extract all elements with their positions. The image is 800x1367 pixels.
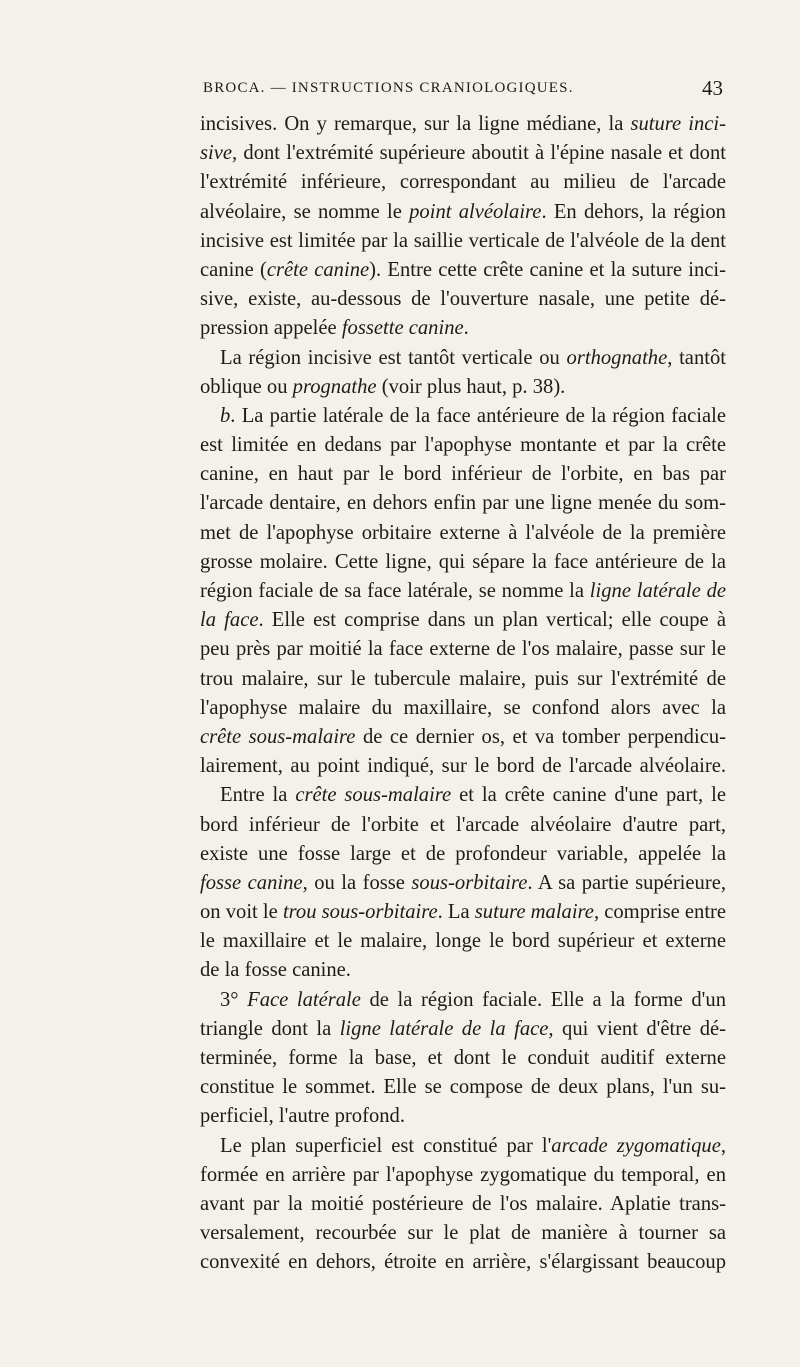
text-line bbox=[200, 986, 726, 1015]
italic-term: crête sous-malaire bbox=[200, 725, 356, 748]
text-line bbox=[200, 1015, 726, 1044]
text-line bbox=[200, 1044, 726, 1073]
text-run: trou malaire, sur le tubercule malaire, puis sur l'extrémité de bbox=[200, 667, 726, 690]
text-run: l'arcade dentaire, en dehors enfin par une ligne menée du som- bbox=[200, 492, 726, 515]
text-run: l'extrémité inférieure, correspondant au milieu de l'arcade bbox=[200, 171, 726, 194]
text-run: de ce dernier os, et va tomber perpendicu- bbox=[355, 725, 726, 748]
text-line bbox=[200, 781, 726, 810]
text-run: le maxillaire et le malaire, longe le bord supérieur et externe bbox=[200, 930, 726, 953]
italic-term: trou sous-orbitaire bbox=[282, 901, 438, 924]
text-line bbox=[200, 227, 726, 256]
text-run: . En dehors, la région bbox=[541, 200, 726, 223]
text-line bbox=[200, 927, 726, 956]
text-line bbox=[200, 1219, 726, 1248]
text-run: convexité en dehors, étroite en arrière, s'élargissant beaucoup bbox=[200, 1251, 726, 1274]
text-run: (voir plus haut, p. 38). bbox=[376, 375, 566, 398]
text-run: et la crête canine d'une part, le bbox=[451, 784, 726, 807]
text-run: , tantôt bbox=[667, 346, 726, 369]
text-run: Le plan superficiel est constitué par l' bbox=[220, 1134, 552, 1157]
text-line bbox=[200, 1132, 726, 1161]
text-line bbox=[200, 1248, 726, 1277]
text-run: . Elle est comprise dans un plan vertical; elle coupe à bbox=[258, 609, 726, 632]
running-title: BROCA. — INSTRUCTIONS CRANIOLOGIQUES. bbox=[203, 80, 574, 96]
text-run: canine ( bbox=[200, 258, 267, 281]
text-line bbox=[200, 139, 726, 168]
text-line bbox=[200, 635, 726, 664]
text-run: met de l'apophyse orbitaire externe à l'alvéole de la première bbox=[200, 521, 726, 544]
text-run: terminée, forme la base, et dont le conduit auditif externe bbox=[200, 1047, 726, 1069]
italic-term: Face latérale bbox=[247, 988, 361, 1011]
text-line bbox=[200, 752, 726, 781]
italic-term: arcade zygomatique bbox=[551, 1134, 721, 1157]
text-run: versalement, recourbée sur le plat de manière à tourner sa bbox=[200, 1222, 726, 1245]
text-run: incisive est limitée par la saillie verticale de l'alvéole de la dent bbox=[200, 229, 726, 252]
text-line bbox=[200, 314, 726, 343]
text-line bbox=[200, 898, 726, 927]
text-line bbox=[200, 811, 726, 840]
text-run: oblique ou bbox=[200, 375, 293, 398]
italic-term: point alvéolaire bbox=[409, 200, 542, 223]
text-run: lairement, au point indiqué, sur le bord de l'arcade alvéolaire. bbox=[200, 755, 726, 778]
text-line bbox=[200, 694, 726, 723]
text-run: Entre la bbox=[220, 784, 296, 807]
running-header bbox=[203, 76, 723, 100]
text-run: avant par la moitié postérieure de l'os malaire. Aplatie trans- bbox=[200, 1192, 726, 1215]
italic-term: suture inci- bbox=[630, 113, 727, 135]
text-run: La région incisive est tantôt verticale ou bbox=[220, 346, 567, 369]
text-line bbox=[200, 519, 726, 548]
text-run: qui vient d'être dé- bbox=[553, 1017, 726, 1040]
text-line bbox=[200, 344, 726, 373]
text-run: . La bbox=[437, 901, 475, 924]
text-line bbox=[200, 431, 726, 460]
italic-term: sous-orbitaire bbox=[411, 871, 528, 894]
text-run: . La partie latérale de la face antérieure de la région faciale bbox=[230, 404, 726, 427]
text-line bbox=[200, 460, 726, 489]
text-line bbox=[200, 489, 726, 518]
text-line bbox=[200, 665, 726, 694]
italic-term: b bbox=[220, 404, 231, 427]
text-run: grosse molaire. Cette ligne, qui sépare la face antérieure de la bbox=[200, 550, 726, 573]
text-line bbox=[200, 577, 726, 606]
text-run: alvéolaire, se nomme le bbox=[200, 200, 410, 223]
text-run: triangle dont la bbox=[200, 1017, 340, 1040]
text-run: formée en arrière par l'apophyse zygomatique du temporal, en bbox=[200, 1163, 726, 1186]
italic-term: prognathe bbox=[292, 375, 377, 398]
italic-term: ligne latérale de la face, bbox=[339, 1017, 554, 1040]
italic-term: ligne latérale de bbox=[589, 580, 727, 602]
text-run: incisives. On y remarque, sur la ligne médiane, la bbox=[200, 113, 631, 135]
italic-term: orthognathe bbox=[566, 346, 668, 369]
italic-term: crête sous-malaire bbox=[295, 784, 452, 807]
text-run: perficiel, l'autre profond. bbox=[200, 1105, 405, 1128]
text-run: l'apophyse malaire du maxillaire, se confond alors avec la bbox=[200, 696, 726, 719]
text-run: peu près par moitié la face externe de l'os malaire, passe sur le bbox=[200, 638, 726, 661]
text-line bbox=[200, 1073, 726, 1102]
text-run: constitue le sommet. Elle se compose de deux plans, l'un su- bbox=[200, 1076, 726, 1099]
italic-term: sive bbox=[200, 142, 233, 165]
text-line bbox=[200, 373, 726, 402]
text-line bbox=[200, 548, 726, 577]
text-run: . A sa partie supérieure, bbox=[527, 871, 726, 894]
italic-term: fosse canine bbox=[200, 871, 303, 894]
text-line bbox=[200, 110, 726, 139]
text-run: existe une fosse large et de profondeur variable, appelée la bbox=[200, 842, 726, 865]
text-run: de la fosse canine. bbox=[200, 959, 351, 982]
text-line bbox=[200, 723, 726, 752]
text-line bbox=[200, 402, 726, 431]
text-line bbox=[200, 840, 726, 869]
text-run: . bbox=[463, 317, 469, 340]
text-line bbox=[200, 256, 726, 285]
text-line bbox=[200, 606, 726, 635]
text-line bbox=[200, 869, 726, 898]
text-run: sive, existe, au-dessous de l'ouverture nasale, une petite dé- bbox=[200, 288, 726, 311]
italic-term: la face bbox=[200, 609, 259, 632]
text-line bbox=[200, 168, 726, 197]
text-run: pression appelée bbox=[200, 317, 342, 340]
text-run: région faciale de sa face latérale, se nomme la bbox=[200, 580, 590, 602]
text-run: est limitée en dedans par l'apophyse montante et par la crête bbox=[200, 434, 726, 457]
text-run: bord inférieur de l'orbite et l'arcade alvéolaire d'autre part, bbox=[200, 813, 726, 836]
body-text bbox=[200, 110, 726, 1278]
text-line bbox=[200, 285, 726, 314]
text-run: ). Entre cette crête canine et la suture inci- bbox=[369, 258, 727, 281]
italic-term: crête canine bbox=[266, 258, 370, 281]
text-run: canine, en haut par le bord inférieur de l'orbite, en bas par bbox=[200, 463, 726, 486]
text-line bbox=[200, 1102, 726, 1131]
text-run: on voit le bbox=[200, 901, 283, 924]
italic-term: fossette canine bbox=[341, 317, 464, 340]
text-run: 3° bbox=[220, 988, 248, 1011]
text-line bbox=[200, 956, 726, 985]
text-run: , comprise entre bbox=[593, 901, 727, 924]
text-run: , bbox=[720, 1134, 726, 1157]
text-run: , dont l'extrémité supérieure aboutit à l'épine nasale et dont bbox=[232, 142, 726, 165]
page-number: 43 bbox=[702, 76, 723, 100]
text-run: de la région faciale. Elle a la forme d'un bbox=[360, 988, 726, 1011]
text-run: , ou la fosse bbox=[302, 871, 412, 894]
text-line bbox=[200, 1190, 726, 1219]
text-line bbox=[200, 198, 726, 227]
italic-term: suture malaire bbox=[474, 901, 594, 924]
text-line bbox=[200, 1161, 726, 1190]
